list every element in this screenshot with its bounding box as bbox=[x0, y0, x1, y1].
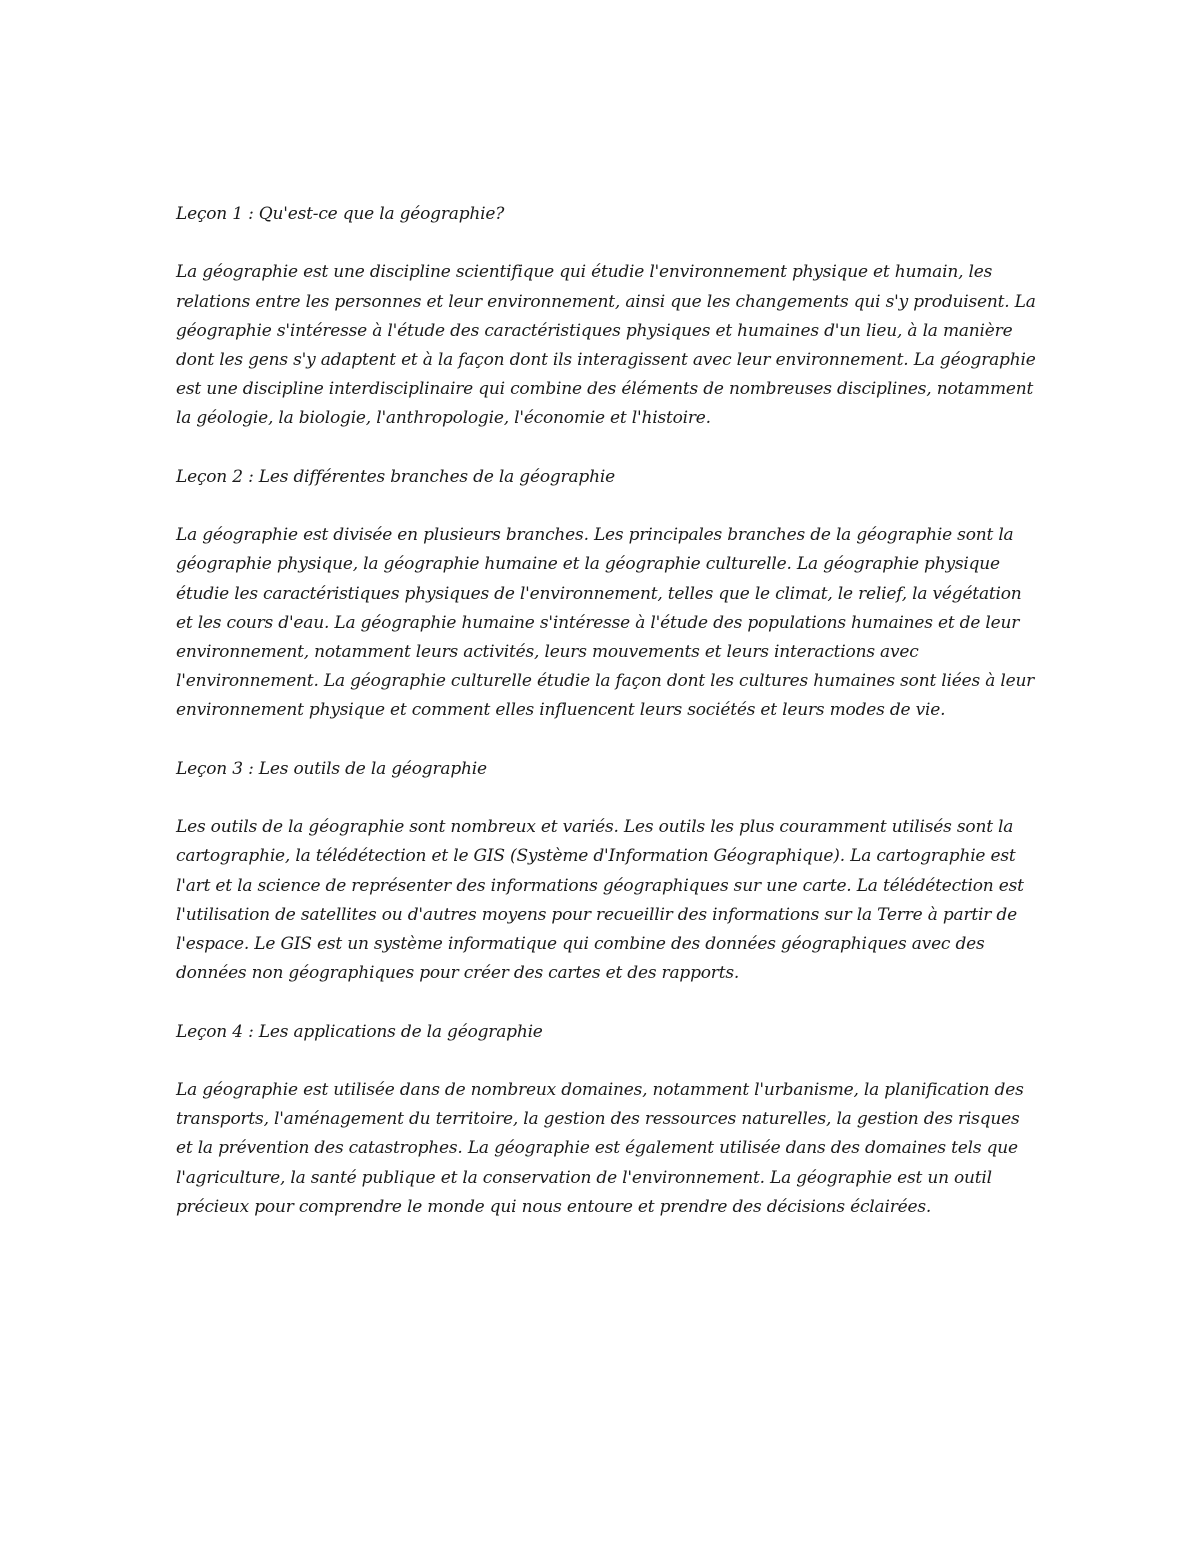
lesson-paragraph: La géographie est divisée en plusieurs branches. Les principales branches de la géographie sont la géographie physique, la géographie humaine et la géographie culturelle. La géographie physique étudie les caractéristiques physiques de l'environnement, telles que le climat, le relief, la végétation et les cours d'eau. La géographie humaine s'intéresse à l'étude des populations humaines et de leur environnement, notamment leurs activités, leurs mouvements et leurs interactions avec l'environnement. La géographie culturelle étudie la façon dont les cultures humaines sont liées à leur environnement physique et comment elles influencent leurs sociétés et leurs modes de vie. bbox=[176, 525, 1035, 721]
lesson-1 bbox=[176, 200, 1036, 434]
lesson-title: Leçon 1 : Qu'est-ce que la géographie? bbox=[176, 204, 505, 224]
lesson-title: Leçon 4 : Les applications de la géographie bbox=[176, 1021, 543, 1042]
lesson-paragraph: Les outils de la géographie sont nombreux et variés. Les outils les plus couramment utilisés sont la cartographie, la télédétection et le GIS (Système d'Information Géographique). La cartographie est l'art et la science de représenter des informations géographiques sur une carte. La télédétection est l'utilisation de satellites ou d'autres moyens pour recueillir des informations sur la Terre à partir de l'espace. Le GIS est un système informatique qui combine des données géographiques avec des données non géographiques pour créer des cartes et des rapports. bbox=[176, 817, 1024, 984]
lesson-title: Leçon 2 : Les différentes branches de la géographie bbox=[176, 466, 615, 487]
lesson-2 bbox=[176, 463, 1036, 726]
lesson-paragraph: La géographie est utilisée dans de nombreux domaines, notamment l'urbanisme, la planification des transports, l'aménagement du territoire, la gestion des ressources naturelles, la gestion des risques et la prévention des catastrophes. La géographie est également utilisée dans des domaines tels que l'agriculture, la santé publique et la conservation de l'environnement. La géographie est un outil précieux pour comprendre le monde qui nous entoure et prendre des décisions éclairées. bbox=[176, 1079, 1024, 1217]
lesson-paragraph: La géographie est une discipline scientifique qui étudie l'environnement physique et humain, les relations entre les personnes et leur environnement, ainsi que les changements qui s'y produisent. La géographie s'intéresse à l'étude des caractéristiques physiques et humaines d'un lieu, à la manière dont les gens s'y adaptent et à la façon dont ils interagissent avec leur environnement. La géographie est une discipline interdisciplinaire qui combine des éléments de nombreuses disciplines, notamment la géologie, la biologie, l'anthropologie, l'économie et l'histoire. bbox=[176, 262, 1036, 429]
lesson-3 bbox=[176, 755, 1036, 989]
lesson-4 bbox=[176, 1018, 1036, 1222]
document-content bbox=[176, 200, 1036, 1222]
lesson-title: Leçon 3 : Les outils de la géographie bbox=[176, 758, 487, 779]
